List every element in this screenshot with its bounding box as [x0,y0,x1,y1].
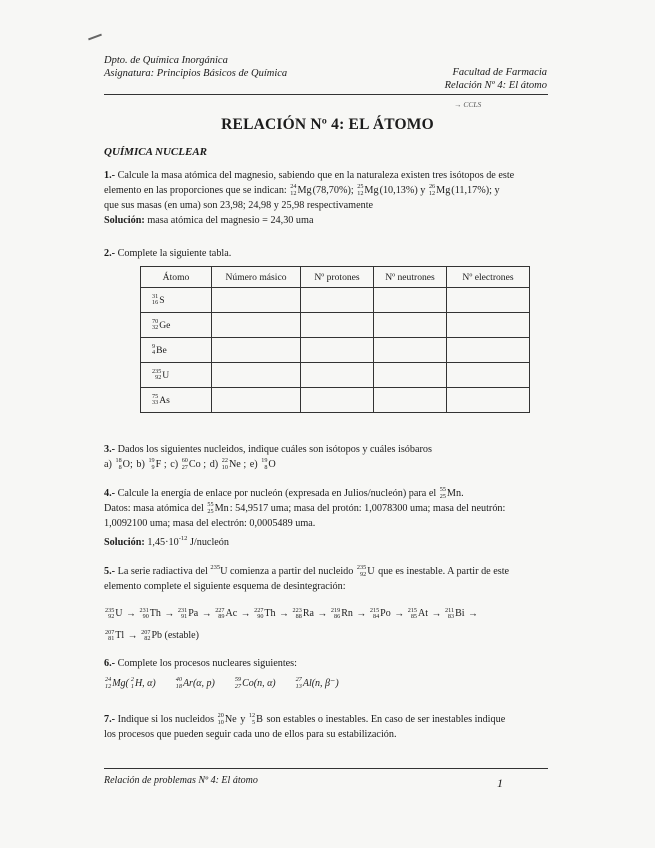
atomic-number: 83 [447,613,455,620]
arrow: → [314,608,330,620]
q4-solution-label: Solución: [104,537,145,549]
element-symbol: At [418,608,428,619]
mass-number: 24 [105,676,112,683]
element-symbol: U [115,608,123,619]
q4-data-prefix: Datos: masa atómica del [104,503,204,515]
q1-prefix: elemento en las proporciones que se indican: [104,185,287,196]
mass-number: 9 [152,342,156,350]
chain-nuclide [445,603,465,625]
q1-line2 [104,183,564,198]
question-3 [104,442,564,472]
atom-cell [141,338,212,363]
atom-symbol [152,294,165,307]
arrow: → [125,630,141,642]
mass-number: 24 [290,183,297,191]
atomic-number: 8 [264,463,268,471]
decay-chain-line1 [104,603,574,625]
answer-cell[interactable] [374,363,447,388]
atomic-number: 5 [252,718,256,726]
q3-number: 3.- [104,444,116,455]
answer-cell[interactable] [212,388,301,413]
q7-text-a: Indique si los nucleidos [117,714,215,725]
element-symbol: Al(n, β⁻) [302,678,339,689]
q5-line2: elemento complete el siguiente esquema de desintegración: [104,581,346,593]
header-left [104,54,287,80]
arrow: → [123,608,139,620]
u-nuclide [357,564,375,579]
table-row [141,338,530,363]
q1-isotopes [289,185,499,196]
atomic-number: 10 [221,463,228,471]
atomic-number: 81 [108,635,115,643]
table-body [141,288,530,413]
mass-number: 215 [407,606,417,614]
header-rule [104,94,548,95]
answer-cell[interactable] [301,313,374,338]
element-symbol: Co ; [188,459,207,471]
b-nuclide [249,712,263,727]
mass-number: 12 [248,712,256,720]
decay-chain-line2 [104,625,574,647]
element-symbol: O [268,459,276,471]
column-header: Nº electrones [447,267,530,288]
table-row [141,288,530,313]
atomic-number: 88 [295,613,302,620]
page-title: RELACIÓN Nº 4: EL ÁTOMO [221,116,434,133]
element-symbol: Ar(α, p) [182,678,215,689]
atomic-number: 12 [105,682,112,690]
atomic-number: 16 [152,299,159,306]
element-symbol: H, α) [134,678,156,689]
element-symbol: Th [149,608,161,619]
table-row [141,313,530,338]
header-right [445,66,547,92]
mg-isotope [290,183,311,198]
element-symbol: Mg( [112,678,129,689]
q4-solution-exp: -12 [178,535,188,543]
atom-cell [141,313,212,338]
isotope-percentage: (78,70%); [312,185,357,196]
answer-cell[interactable] [374,338,447,363]
ne-nuclide [218,712,237,727]
chain-nuclide [105,603,123,625]
q4-text: Calcule la energía de enlace por nucleón (expresada en Julios/nucleón) para el [117,488,437,499]
atomic-number: 12 [428,189,436,197]
mass-number: 55 [439,486,446,494]
reaction [234,678,277,689]
atomic-number: 33 [152,399,159,406]
mass-number: 31 [152,292,159,300]
answer-cell[interactable] [301,338,374,363]
mass-number: 60 [181,457,188,465]
mg-isotope [429,183,450,198]
arrow: → [391,608,407,620]
subject: Asignatura: Principios Básicos de Química [104,68,288,79]
target-nuclide [235,677,276,690]
mass-number: 223 [292,606,302,614]
atomic-number: 92 [108,613,115,620]
table-header-row [141,267,530,288]
arrow: → [161,608,177,620]
atom-cell [141,288,212,313]
element-symbol: Mg [436,185,451,197]
mass-number: 235 [152,367,162,375]
department: Dpto. de Química Inorgánica [104,55,228,66]
q5-number: 5.- [104,566,116,577]
answer-cell[interactable] [212,363,301,388]
q4-solution-text: 1,45·10 [147,537,179,549]
target-nuclide [105,677,129,690]
mass-number: 227 [215,606,225,614]
pen-mark [88,34,102,41]
arrow: → [199,608,215,620]
q6-number: 6.- [104,658,116,669]
atomic-number: 91 [181,613,188,620]
atomic-number: 90 [257,613,264,620]
atomic-number: 92 [360,570,367,578]
chain-nuclide [141,625,199,647]
question-1 [104,168,564,228]
element-symbol: Co(n, α) [242,678,276,689]
chain-nuclide [178,603,198,625]
chain-nuclide [215,603,237,625]
answer-cell[interactable] [374,313,447,338]
q7-line2: los procesos que pueden seguir cada uno de ellos para su estabilización. [104,729,397,741]
column-header: Átomo [141,267,212,288]
atomic-number: 9 [151,463,155,471]
table-row [141,388,530,413]
arrow: → [429,608,444,620]
atomic-number: 25 [207,507,214,515]
mass-number: 2 [130,676,134,683]
atom-symbol [152,319,170,332]
decay-chain [104,603,574,648]
question-5 [104,560,574,594]
atomic-number: 12 [290,189,297,197]
atomic-number: 13 [295,682,302,690]
q4-number: 4.- [104,488,116,499]
q3-items [104,457,564,472]
q6-text: Complete los procesos nucleares siguientes: [117,658,297,669]
handwritten-note: → CCLS [454,100,482,109]
reaction [295,678,340,689]
q7-number: 7.- [104,714,116,725]
relation: Relación Nº 4: El átomo [444,80,547,91]
question-6 [104,656,564,671]
atomic-number: 92 [155,374,162,381]
mass-number: 207 [105,628,115,636]
atom-symbol [152,344,167,357]
element-symbol: Mg [364,185,379,197]
q5-text-a: La serie radiactiva del [117,566,208,577]
q7-text-b: son estables o inestables. En caso de ser inestables indique [266,714,506,725]
section-title: QUÍMICA NUCLEAR [104,146,208,158]
projectile [131,677,156,690]
atomic-number: 18 [175,682,182,690]
element-symbol: As [159,394,170,406]
column-header: Nº neutrones [374,267,447,288]
page-number: 1 [497,776,503,790]
item-label: e) [249,459,261,470]
element-symbol: Ac [225,608,238,619]
mass-number: 231 [139,606,149,614]
q2-number: 2.- [104,248,116,259]
atomic-number: 84 [372,613,380,620]
element-symbol: B [256,714,263,726]
answer-cell[interactable] [212,288,301,313]
atoms-table [140,266,530,413]
element-symbol: F ; [155,459,167,471]
faculty: Facultad de Farmacia [452,67,547,78]
mass-number: 25 [357,183,364,191]
mass-number: 235 [105,606,115,614]
element-symbol: O; [122,459,133,471]
element-symbol: Ra [302,608,314,619]
element-symbol: Be [156,344,167,356]
q4-data-line2: 1,0092100 uma; masa del electrón: 0,0005489 uma. [104,518,316,530]
mass-number: 22 [221,457,228,465]
arrow: → [238,608,254,620]
atomic-number: 82 [144,635,151,643]
q3-text: Dados los siguientes nucleidos, indique cuáles son isótopos y cuáles isóbaros [117,444,432,455]
mass-number: 227 [254,606,264,614]
answer-cell[interactable] [374,388,447,413]
mass-number: 70 [152,317,159,325]
target-nuclide [296,677,339,690]
atomic-number: 32 [152,324,159,331]
nuclide [148,457,166,472]
answer-cell[interactable] [301,388,374,413]
element-symbol: Rn [341,608,353,619]
item-label: d) [209,459,221,470]
arrow: → [465,608,479,620]
chain-nuclide [370,603,391,625]
mass-number: 231 [177,606,188,614]
atomic-number: 90 [142,613,149,620]
atom-symbol [152,394,170,407]
q4-solution-unit: J/nucleón [189,537,229,549]
q5-sup-mass: 235 [210,564,221,571]
element-symbol: Ne [224,714,237,726]
element-symbol: Bi [455,608,465,619]
atomic-number: 27 [234,682,242,690]
arrow: → [276,608,292,620]
answer-cell[interactable] [447,313,530,338]
q2-text: Complete la siguiente tabla. [117,248,232,259]
answer-cell[interactable] [447,388,530,413]
question-2 [104,246,564,261]
atomic-number: 25 [439,492,446,500]
mass-number: 27 [295,676,302,683]
q1-number: 1.- [104,170,116,181]
element-symbol: Ge [159,319,171,331]
element-symbol: Pa [188,608,199,619]
element-symbol: Tl [115,630,125,642]
q1-solution-text: masa atómica del magnesio = 24,30 uma [147,215,314,227]
question-4 [104,486,574,550]
q1-solution [104,213,564,228]
isotope-percentage: (10,13%) y [379,185,428,196]
q7-and: y [240,714,246,725]
nuclide [115,457,132,472]
element-symbol: Po [380,608,391,619]
item-label: c) [170,459,181,470]
item-label: a) [104,459,115,470]
mass-number: 55 [207,501,214,509]
chain-nuclide [331,603,353,625]
mass-number: 20 [217,712,224,720]
mass-number: 207 [141,628,151,636]
q7-nuclide-1 [217,714,238,725]
mn-nuclide [440,486,464,501]
q7-nuclide-2 [248,714,264,725]
mass-number: 40 [175,676,182,683]
q5-nuclide [356,566,376,577]
question-7 [104,712,574,742]
mass-number: 26 [428,183,436,191]
answer-cell[interactable] [212,338,301,363]
element-symbol: S [159,294,165,306]
table-row [141,363,530,388]
mass-number: 211 [445,606,455,614]
element-symbol: U [162,369,170,381]
element-symbol: Pb (estable) [151,630,199,642]
q5-text-b: U comienza a partir del nucleido [220,566,354,577]
nuclide [182,457,206,472]
atomic-number: 10 [217,718,224,726]
atomic-number: 89 [218,613,225,620]
atomic-number: 1 [130,682,134,690]
answer-cell[interactable] [301,288,374,313]
answer-cell[interactable] [447,363,530,388]
mass-number: 59 [234,676,242,683]
mn-nuclide [207,501,228,516]
q4-data-nuclide [206,503,229,514]
answer-cell[interactable] [447,338,530,363]
footer-rule [104,768,548,769]
element-symbol: Mn. [446,488,464,500]
atom-cell [141,363,212,388]
q1-line3: que sus masas (en uma) son 23,98; 24,98 y 25,98 respectivamente [104,200,374,212]
mass-number: 19 [261,457,268,465]
footer-text: Relación de problemas Nº 4: El átomo [104,775,258,786]
answer-cell[interactable] [447,288,530,313]
q5-text-c: que es inestable. A partir de este [378,566,510,577]
mass-number: 235 [356,564,367,572]
element-symbol: Ne ; [228,459,247,471]
nuclide [261,457,276,472]
answer-cell[interactable] [212,313,301,338]
q4-nuclide [439,488,465,499]
atom-cell [141,388,212,413]
reaction [104,678,157,689]
q4-data-rest: : 54,9517 uma; masa del protón: 1,0078300 uma; masa del neutrón: [229,503,506,515]
arrow: → [353,608,369,620]
mass-number: 215 [369,606,380,614]
atomic-number: 8 [118,463,122,471]
mg-isotope [357,183,378,198]
q1-line1: Calcule la masa atómica del magnesio, sabiendo que en la naturaleza existen tres isótopos de este [117,170,515,181]
nuclear-reactions [104,677,358,690]
nuclide [222,457,246,472]
q1-solution-label: Solución: [104,215,145,227]
target-nuclide [176,677,215,690]
column-header: Nº protones [301,267,374,288]
element-symbol: Mg [297,185,312,197]
mass-number: 18 [115,457,122,465]
reaction [175,678,216,689]
element-symbol: U [367,566,375,578]
isotope-percentage: (11,17%); y [451,185,500,196]
atomic-number: 85 [410,613,417,620]
element-symbol: Mn [214,503,229,515]
mass-number: 219 [330,606,341,614]
mass-number: 75 [152,392,159,400]
chain-nuclide [293,603,314,625]
atomic-number: 27 [181,463,188,471]
column-header: Número másico [212,267,301,288]
item-label: b) [136,459,148,470]
atomic-number: 12 [357,189,364,197]
chain-nuclide [408,603,428,625]
atom-symbol [152,369,169,382]
atomic-number: 4 [152,349,156,356]
atomic-number: 86 [334,613,341,620]
mass-number: 19 [148,457,155,465]
chain-nuclide [254,603,275,625]
answer-cell[interactable] [301,363,374,388]
element-symbol: Th [264,608,276,619]
chain-nuclide [140,603,161,625]
chain-nuclide [105,625,124,647]
answer-cell[interactable] [374,288,447,313]
